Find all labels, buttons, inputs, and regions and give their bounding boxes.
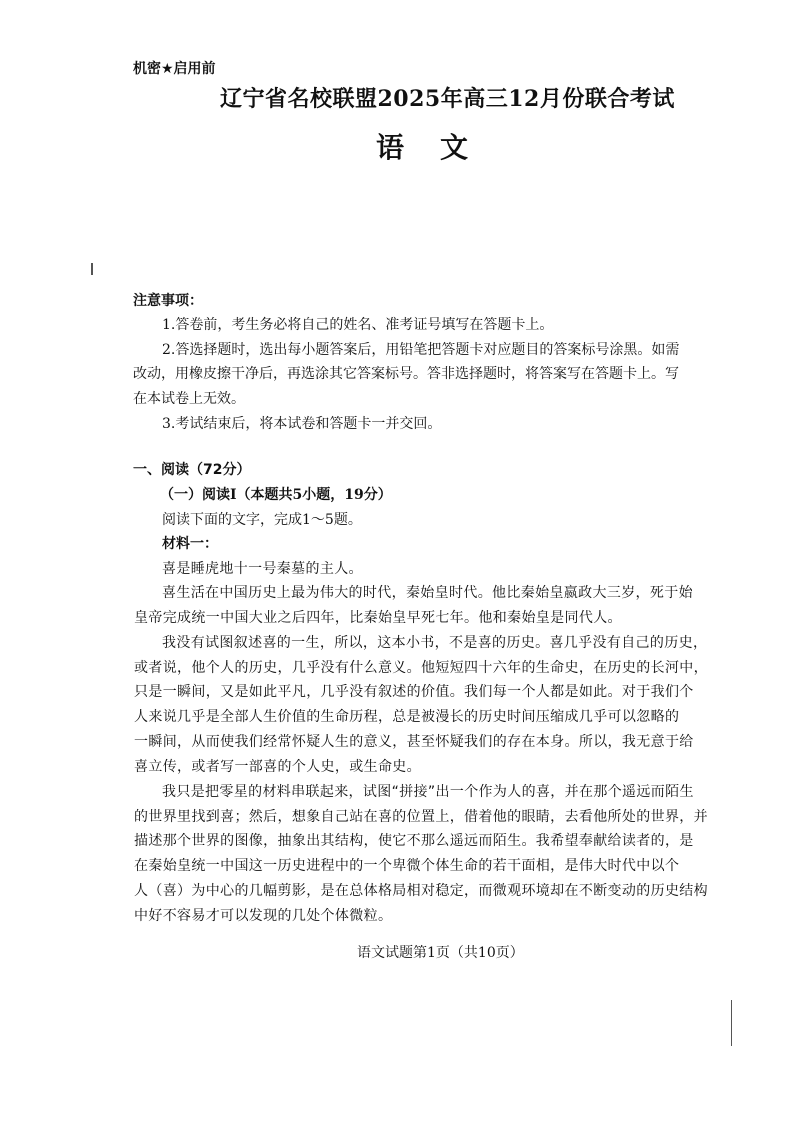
note-line: 2.答选择题时，选出每小题答案后，用铅笔把答题卡对应题目的答案标号涂黑。如需 [162, 342, 680, 358]
passage-line: 我没有试图叙述喜的一生，所以，这本小书，不是喜的历史。喜几乎没有自己的历史， [162, 635, 708, 651]
passage-line: 只是一瞬间，又是如此平凡，几乎没有叙述的价值。我们每一个人都是如此。对于我们个 [134, 684, 694, 700]
subsection-heading: （一）阅读Ⅰ（本题共5小题，19分） [160, 487, 392, 503]
material-label: 材料一： [162, 536, 218, 552]
page-footer: 语文试题第1页（共10页） [357, 945, 524, 961]
passage-line: 皇帝完成统一中国大业之后四年，比秦始皇早死七年。他和秦始皇是同代人。 [134, 610, 622, 626]
passage-line: 的世界里找到喜；然后，想象自己站在喜的位置上，借着他的眼睛，去看他所处的世界，并 [134, 809, 708, 825]
passage-line: 一瞬间，从而使我们经常怀疑人生的意义，甚至怀疑我们的存在本身。所以，我无意于给 [134, 734, 694, 750]
passage-line: 描述那个世界的图像，抽象出其结构，使它不那么遥远而陌生。我希望奉献给读者的，是 [134, 833, 694, 849]
confidential-label: 机密★启用前 [133, 61, 216, 77]
passage-line: 人（喜）为中心的几幅剪影，是在总体格局相对稳定，而微观环境却在不断变动的历史结构 [134, 883, 708, 899]
note-line: 3.考试结束后，将本试卷和答题卡一并交回。 [162, 416, 442, 432]
passage-line: 或者说，他个人的历史，几乎没有什么意义。他短短四十六年的生命史，在历史的长河中， [134, 660, 708, 676]
passage-line: 中好不容易才可以发现的几处个体微粒。 [134, 908, 393, 924]
instruction-text: 阅读下面的文字，完成1～5题。 [162, 512, 362, 528]
note-line: 在本试卷上无效。 [133, 391, 245, 407]
scan-mark [91, 263, 93, 275]
passage-line: 喜是睡虎地十一号秦墓的主人。 [162, 561, 363, 577]
exam-title: 辽宁省名校联盟2025年高三12月份联合考试 [220, 86, 675, 112]
passage-line: 我只是把零星的材料串联起来，试图“拼接”出一个作为人的喜，并在那个遥远而陌生 [162, 784, 694, 800]
passage-line: 在秦始皇统一中国这一历史进程中的一个卑微个体生命的若干面相，是伟大时代中以个 [134, 858, 680, 874]
note-line: 1.答卷前，考生务必将自己的姓名、准考证号填写在答题卡上。 [162, 317, 554, 333]
passage-line: 喜立传，或者写一部喜的个人史，或生命史。 [134, 759, 421, 775]
notes-heading: 注意事项： [133, 293, 203, 309]
subject-title: 语文 [376, 131, 505, 164]
section-heading: 一、阅读（72分） [133, 462, 251, 478]
note-line: 改动，用橡皮擦干净后，再选涂其它答案标号。答非选择题时，将答案写在答题卡上。写 [133, 366, 679, 382]
passage-line: 人来说几乎是全部人生价值的生命历程，总是被漫长的历史时间压缩成几乎可以忽略的 [134, 709, 680, 725]
scan-mark [731, 1000, 732, 1046]
passage-line: 喜生活在中国历史上最为伟大的时代，秦始皇时代。他比秦始皇嬴政大三岁，死于始 [162, 585, 693, 601]
